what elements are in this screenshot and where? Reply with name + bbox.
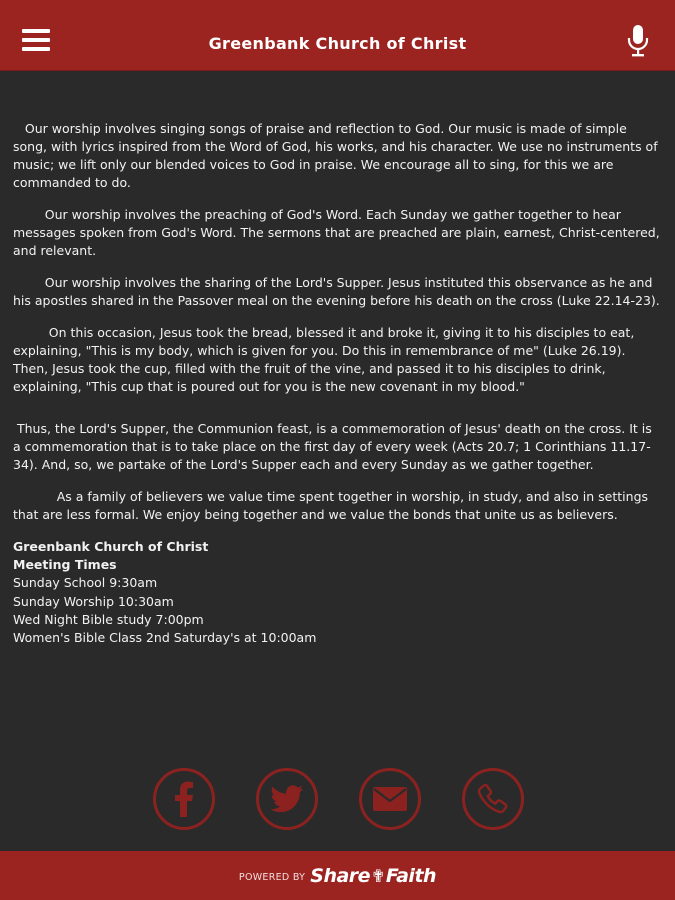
meeting-time-item: Wed Night Bible study 7:00pm [13, 611, 204, 627]
paragraph-occasion: On this occasion, Jesus took the bread, blessed it and broke it, giving it to his disciples to eat, explaining, "This is my body, which is given for you. Do this in remembrance of me" (Luke 26.19). Then, Jesus took the cup, filled with the fruit of the vine, and passed it to his disciples to drink, explaining, "This cup that is poured out for you is the new covenant in my blood." [13, 325, 639, 394]
brand-right: Faith [385, 864, 437, 887]
microphone-icon[interactable] [626, 24, 650, 58]
facebook-icon[interactable] [153, 768, 215, 830]
brand-left: Share [310, 864, 371, 887]
worship-content [13, 120, 664, 647]
email-icon[interactable] [359, 768, 421, 830]
phone-icon[interactable] [462, 768, 524, 830]
church-name: Greenbank Church of Christ [13, 539, 209, 554]
page-title: Greenbank Church of Christ [208, 34, 467, 53]
paragraph-singing: Our worship involves singing songs of praise and reflection to God. Our music is made of simple song, with lyrics inspired from the Word of God, his works, and his character. We use no instruments of music; we lift only our blended voices to God in praise. We encourage all to sing, for this we are commanded to do. [13, 121, 662, 190]
paragraph-preaching: Our worship involves the preaching of God's Word. Each Sunday we gather together to hear messages spoken from God's Word. The sermons that are preached are plain, earnest, Christ-centered, and relevant. [13, 207, 664, 258]
sharefaith-logo[interactable] [310, 865, 436, 887]
twitter-icon[interactable] [256, 768, 318, 830]
top-app-bar [0, 0, 675, 71]
meeting-time-item: Sunday Worship 10:30am [13, 593, 174, 609]
meeting-time-item: Sunday School 9:30am [13, 575, 158, 591]
meeting-times-heading: Meeting Times [13, 557, 117, 573]
brand-cross-icon: ✟ [371, 866, 385, 887]
meeting-info [13, 538, 661, 647]
powered-by-label: POWERED BY [238, 872, 306, 883]
social-links [0, 768, 675, 830]
paragraph-family: As a family of believers we value time spent together in worship, in study, and also in settings that are less formal. We enjoy being together and we value the bonds that unite us as believers. [13, 489, 652, 522]
paragraph-lords-supper: Our worship involves the sharing of the Lord's Supper. Jesus instituted this observance as he and his apostles shared in the Passover meal on the evening before his death on the cross (Luke 22.14-23). [13, 275, 660, 308]
footer [0, 851, 675, 900]
paragraph-communion: Thus, the Lord's Supper, the Communion feast, is a commemoration of Jesus' death on the cross. It is a commemoration that is to take place on the first day of every week (Acts 20.7; 1 Corinthians 11.17-34). And, so, we partake of the Lord's Supper each and every Sunday as we gather together. [13, 421, 656, 472]
meeting-time-item: Women's Bible Class 2nd Saturday's at 10:00am [13, 630, 317, 646]
